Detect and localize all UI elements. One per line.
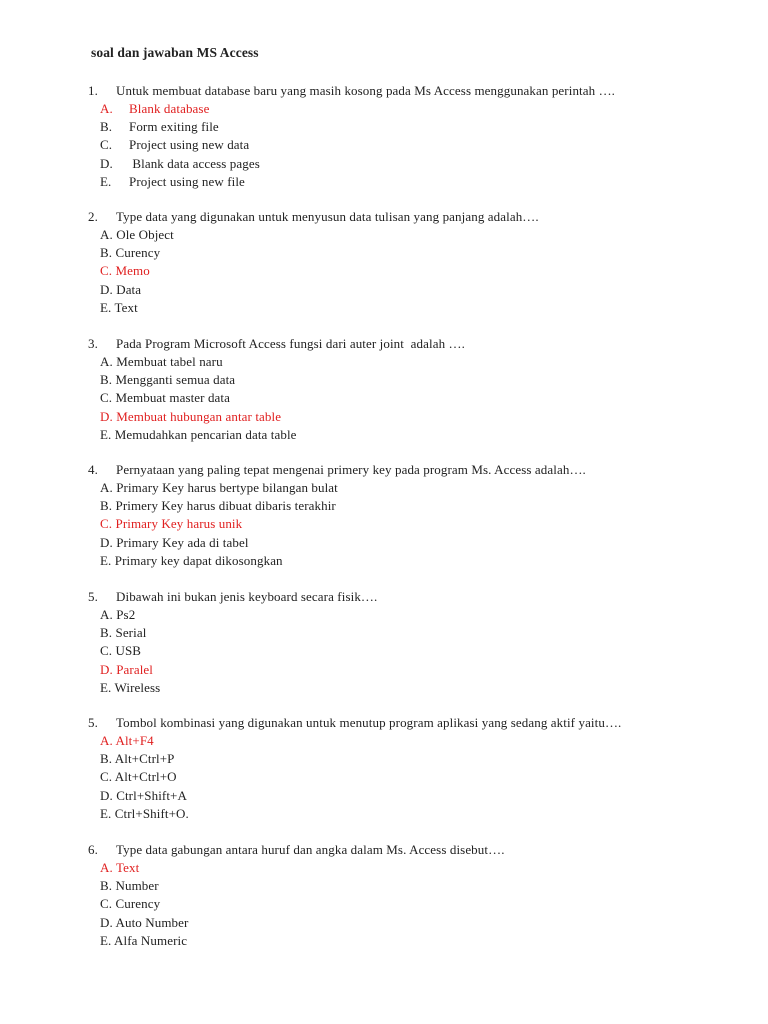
option-a — [88, 226, 728, 244]
option-letter: B. — [100, 498, 113, 514]
option-c — [88, 262, 728, 280]
option-text: Primery Key harus dibuat dibaris terakhir — [115, 498, 336, 514]
option-text: Data — [116, 281, 142, 297]
question-text: Untuk membuat database baru yang masih kosong pada Ms Access menggunakan perintah …. — [116, 83, 616, 98]
question-text: Type data gabungan antara huruf dan angka dalam Ms. Access disebut…. — [116, 842, 505, 857]
option-text: Project using new data — [129, 137, 250, 153]
option-letter: A. — [100, 607, 113, 622]
option-letter: A. — [100, 860, 113, 875]
option-text: Curency — [115, 245, 161, 261]
option-b — [88, 877, 728, 895]
option-c — [88, 136, 728, 154]
option-e — [88, 426, 728, 444]
option-text: Auto Number — [115, 914, 189, 930]
option-letter: E. — [100, 426, 112, 442]
option-text: Alt+Ctrl+P — [114, 751, 175, 767]
option-text: Alfa Numeric — [114, 932, 188, 948]
question-number: 1. — [88, 83, 98, 98]
option-letter: D. — [100, 661, 113, 677]
option-letter: D. — [100, 155, 113, 171]
option-e — [88, 805, 728, 823]
option-text: Ps2 — [116, 607, 136, 622]
option-letter: A. — [100, 733, 113, 748]
option-e — [88, 552, 728, 570]
question-7 — [88, 841, 728, 950]
option-list — [88, 100, 728, 191]
option-text: Project using new file — [129, 173, 245, 189]
question-stem — [88, 82, 728, 100]
option-text: Number — [115, 878, 159, 894]
option-a — [88, 353, 728, 371]
option-b — [88, 118, 728, 136]
question-4 — [88, 461, 728, 570]
question-number: 2. — [88, 209, 98, 224]
question-text: Pernyataan yang paling tepat mengenai primery key pada program Ms. Access adalah…. — [116, 462, 586, 477]
option-text: Text — [115, 860, 140, 875]
question-number: 4. — [88, 462, 98, 477]
question-stem — [88, 335, 728, 353]
option-d — [88, 787, 728, 805]
option-letter: B. — [100, 372, 113, 388]
option-letter: C. — [100, 896, 113, 912]
option-text: Paralel — [116, 661, 153, 677]
option-d — [88, 408, 728, 426]
question-stem — [88, 208, 728, 226]
option-text: Membuat master data — [115, 390, 231, 406]
option-letter: E. — [100, 173, 112, 189]
question-5 — [88, 588, 728, 697]
option-letter: E. — [100, 552, 112, 568]
option-text: Wireless — [114, 679, 161, 695]
option-text: Alt+Ctrl+O — [114, 769, 177, 785]
option-letter: E. — [100, 299, 112, 315]
option-d — [88, 534, 728, 552]
option-text: Primary Key ada di tabel — [116, 534, 249, 550]
option-e — [88, 932, 728, 950]
option-c — [88, 895, 728, 913]
option-letter: C. — [100, 643, 113, 659]
option-letter: D. — [100, 534, 113, 550]
option-text: Primary Key harus bertype bilangan bulat — [116, 480, 338, 495]
question-number: 5. — [88, 589, 98, 604]
question-stem — [88, 588, 728, 606]
question-text: Pada Program Microsoft Access fungsi dari auter joint adalah …. — [116, 336, 466, 351]
question-number: 6. — [88, 842, 98, 857]
option-letter: A. — [100, 354, 113, 369]
option-a — [88, 606, 728, 624]
option-list — [88, 859, 728, 950]
option-letter: D. — [100, 408, 113, 424]
option-c — [88, 389, 728, 407]
question-text: Dibawah ini bukan jenis keyboard secara fisik…. — [116, 589, 378, 604]
option-list — [88, 353, 728, 444]
option-letter: B. — [100, 751, 113, 767]
option-b — [88, 624, 728, 642]
option-text: Primary Key harus unik — [115, 516, 243, 532]
option-a — [88, 859, 728, 877]
option-text: Alt+F4 — [115, 733, 154, 748]
option-letter: C. — [100, 390, 113, 406]
option-text: Blank data access pages — [129, 155, 260, 171]
option-list — [88, 479, 728, 570]
question-text: Tombol kombinasi yang digunakan untuk menutup program aplikasi yang sedang aktif yaitu…. — [116, 715, 622, 730]
option-c — [88, 642, 728, 660]
option-text: Ole Object — [116, 227, 174, 242]
option-text: Curency — [115, 896, 161, 912]
option-letter: D. — [100, 281, 113, 297]
option-letter: D. — [100, 787, 113, 803]
option-text: Membuat hubungan antar table — [116, 408, 282, 424]
option-b — [88, 497, 728, 515]
option-a — [88, 100, 728, 118]
option-text: Blank database — [129, 101, 210, 116]
option-e — [88, 679, 728, 697]
option-letter: B. — [100, 119, 113, 135]
option-c — [88, 515, 728, 533]
option-letter: C. — [100, 137, 113, 153]
question-2 — [88, 208, 728, 317]
option-d — [88, 914, 728, 932]
option-text: Ctrl+Shift+A — [116, 787, 187, 803]
option-list — [88, 732, 728, 823]
option-text: Serial — [115, 625, 147, 641]
question-stem — [88, 714, 728, 732]
option-text: Mengganti semua data — [115, 372, 236, 388]
option-letter: D. — [100, 914, 113, 930]
option-e — [88, 173, 728, 191]
option-b — [88, 750, 728, 768]
question-1 — [88, 82, 728, 191]
option-text: Primary key dapat dikosongkan — [114, 552, 283, 568]
option-text: Ctrl+Shift+O. — [114, 805, 189, 821]
question-text: Type data yang digunakan untuk menyusun data tulisan yang panjang adalah…. — [116, 209, 539, 224]
option-letter: C. — [100, 263, 113, 279]
option-text: Memo — [115, 263, 150, 279]
option-c — [88, 768, 728, 786]
option-text: Text — [114, 299, 138, 315]
option-list — [88, 226, 728, 317]
option-letter: E. — [100, 932, 112, 948]
option-d — [88, 281, 728, 299]
option-text: USB — [115, 643, 142, 659]
option-b — [88, 371, 728, 389]
option-b — [88, 244, 728, 262]
option-letter: A. — [100, 480, 113, 495]
option-letter: A. — [100, 101, 113, 116]
option-d — [88, 661, 728, 679]
option-letter: B. — [100, 245, 113, 261]
option-letter: A. — [100, 227, 113, 242]
option-letter: B. — [100, 878, 113, 894]
question-number: 5. — [88, 715, 98, 730]
question-number: 3. — [88, 336, 98, 351]
question-stem — [88, 461, 728, 479]
option-text: Membuat tabel naru — [116, 354, 223, 369]
option-text: Memudahkan pencarian data table — [114, 426, 297, 442]
option-e — [88, 299, 728, 317]
option-d — [88, 155, 728, 173]
option-text: Form exiting file — [129, 119, 219, 135]
option-a — [88, 732, 728, 750]
option-letter: B. — [100, 625, 113, 641]
question-3 — [88, 335, 728, 444]
option-a — [88, 479, 728, 497]
document-title: soal dan jawaban MS Access — [91, 45, 259, 60]
question-6 — [88, 714, 728, 823]
option-letter: E. — [100, 805, 112, 821]
option-letter: E. — [100, 679, 112, 695]
option-letter: C. — [100, 769, 113, 785]
option-list — [88, 606, 728, 697]
question-stem — [88, 841, 728, 859]
option-letter: C. — [100, 516, 113, 532]
